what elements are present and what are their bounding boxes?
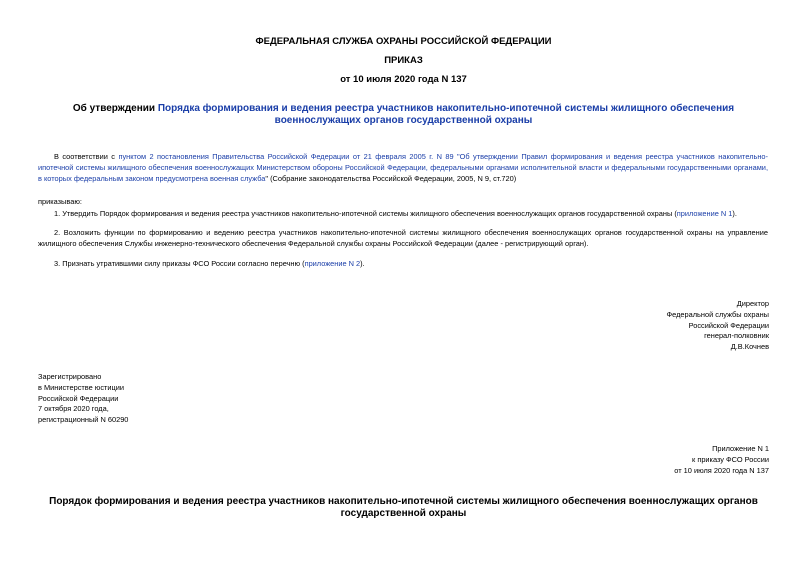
item-1 <box>38 208 768 219</box>
signature-line: Директор <box>736 299 769 308</box>
registration-line: 7 октября 2020 года, <box>38 404 109 414</box>
agency-header: ФЕДЕРАЛЬНАЯ СЛУЖБА ОХРАНЫ РОССИЙСКОЙ ФЕДЕРАЦИИ <box>255 36 552 47</box>
registration-line: Зарегистрировано <box>38 372 102 381</box>
preamble-paragraph <box>38 151 768 184</box>
item-1-end: ). <box>732 209 737 218</box>
appendix-header-block <box>674 444 769 476</box>
registration-line: Российской Федерации <box>38 393 119 403</box>
signature-line: генерал-полковник <box>704 331 769 341</box>
registration-line: регистрационный N 60290 <box>38 415 129 425</box>
appendix-line: от 10 июля 2020 года N 137 <box>674 465 769 475</box>
order-title-link[interactable]: Порядка формирования и ведения реестра участников накопительно-ипотечной системы жилищного обеспечения военнослужащих органов государственной охраны <box>157 103 735 126</box>
item-3-text: 3. Признать утратившими силу приказы ФСО России согласно перечню ( <box>54 259 305 268</box>
item-1-text: 1. Утвердить Порядок формирования и ведения реестра участников накопительно-ипотечной системы жилищного обеспечения военнослужащих органов государственной охраны ( <box>54 209 677 218</box>
order-title-prefix: Об утверждении <box>72 103 158 114</box>
appendix-line: к приказу ФСО России <box>692 454 769 464</box>
appendix-1-link[interactable]: приложение N 1 <box>676 209 733 218</box>
registration-block <box>38 372 128 426</box>
appendix-line: Приложение N 1 <box>712 444 769 453</box>
appendix-2-link[interactable]: приложение N 2 <box>304 259 361 268</box>
signature-block <box>667 299 770 353</box>
signature-name: Д.В.Кочнев <box>730 342 769 352</box>
order-title <box>30 103 777 127</box>
registration-line: в Министерстве юстиции <box>38 382 125 392</box>
signature-line: Российской Федерации <box>688 320 769 330</box>
item-3-end: ). <box>360 259 365 268</box>
orders-word: приказываю: <box>38 197 82 206</box>
appendix-title: Порядок формирования и ведения реестра участников накопительно-ипотечной системы жилищного обеспечения военнослужащих органов государственной охраны <box>49 496 758 519</box>
order-date-number: от 10 июля 2020 года N 137 <box>340 74 467 85</box>
item-2: 2. Возложить функции по формированию и ведению реестра участников накопительно-ипотечной системы жилищного обеспечения военнослужащих органов государственной охраны на управление жилищного обеспечения Службы инженерно-технического обеспечения Федеральной службы охраны Российской Федерации (далее - регистрирующий орган). <box>38 228 768 248</box>
preamble-text-start: В соответствии с <box>54 152 119 161</box>
preamble-text-end: " (Собрание законодательства Российской Федерации, 2005, N 9, ст.720) <box>265 174 517 183</box>
item-3 <box>38 258 768 269</box>
signature-line: Федеральной службы охраны <box>666 309 769 319</box>
document-type: ПРИКАЗ <box>384 55 423 66</box>
preamble-decree-link[interactable]: пунктом 2 постановления Правительства Российской Федерации от 21 февраля 2005 г. N 89 "Об утверждении Правил формирования и ведения реестра участников накопительно-ипотечной системы жилищного обеспечения военнослужащих Министерством обороны Российской Федерации, федеральными органами исполнительной власти и федеральными государственными органами, в которых федеральным законом предусмотрена военная служба <box>38 152 769 183</box>
